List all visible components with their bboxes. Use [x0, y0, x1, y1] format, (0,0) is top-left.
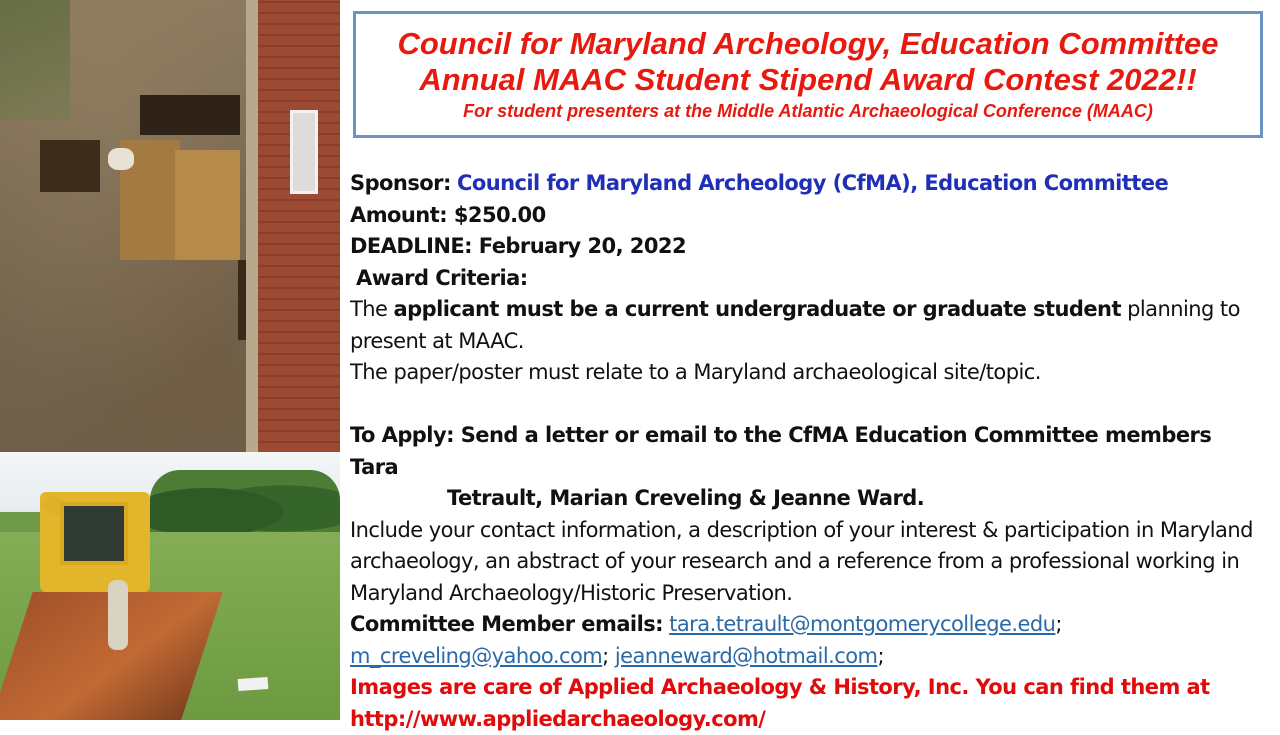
criteria-line1 [350, 294, 1260, 357]
criteria-heading: Award Criteria: [350, 263, 1260, 295]
amount-label: Amount: [350, 203, 447, 227]
deadline-value: February 20, 2022 [479, 234, 686, 258]
title-box [353, 11, 1263, 138]
backhoe-trench-photo [0, 452, 340, 720]
deadline-line [350, 231, 1260, 263]
aerial-excavation-photo [0, 0, 340, 452]
emails-line: Committee Member emails: tara.tetrault@montgomerycollege.edu; m_creveling@yahoo.com; jeanneward@hotmail.com; [350, 609, 1260, 672]
deadline-label: DEADLINE: [350, 234, 472, 258]
award-details [350, 168, 1260, 735]
apply-line1 [350, 420, 1260, 483]
sponsor-label: Sponsor: [350, 171, 451, 195]
sponsor-value: Council for Maryland Archeology (CfMA), Education Committee [457, 171, 1168, 195]
apply-text: Send a letter or email to the CfMA Education Committee members Tara [350, 423, 1211, 479]
criteria-emphasis: applicant must be a current undergraduate or graduate student [394, 297, 1121, 321]
criteria-text: The [350, 297, 394, 321]
image-credit-url[interactable]: http://www.appliedarchaeology.com/ [350, 704, 1260, 735]
amount-value: $250.00 [454, 203, 546, 227]
sponsor-line [350, 168, 1260, 200]
apply-details: Include your contact information, a description of your interest & participation in Maryland archaeology, an abstract of your research and a reference from a professional working in Maryland Archaeology/Historic Preservation. [350, 515, 1260, 610]
emails-label: Committee Member emails: [350, 612, 663, 636]
page-title-line1: Council for Maryland Archeology, Education Committee [356, 26, 1260, 62]
amount-line [350, 200, 1260, 232]
email-link-ward[interactable]: jeanneward@hotmail.com [615, 644, 878, 668]
apply-label: To Apply: [350, 423, 454, 447]
apply-line2: Tetrault, Marian Creveling & Jeanne Ward. [350, 483, 1260, 515]
email-link-tetrault[interactable]: tara.tetrault@montgomerycollege.edu [669, 612, 1055, 636]
criteria-text-end: planning to present at MAAC. [350, 297, 1240, 353]
criteria-line2: The paper/poster must relate to a Maryland archaeological site/topic. [350, 357, 1260, 389]
page-title-line2: Annual MAAC Student Stipend Award Contest 2022!! [356, 62, 1260, 98]
email-link-creveling[interactable]: m_creveling@yahoo.com [350, 644, 602, 668]
image-credit-line1: Images are care of Applied Archaeology & History, Inc. You can find them at [350, 672, 1260, 704]
page-subtitle: For student presenters at the Middle Atlantic Archaeological Conference (MAAC) [356, 100, 1260, 122]
